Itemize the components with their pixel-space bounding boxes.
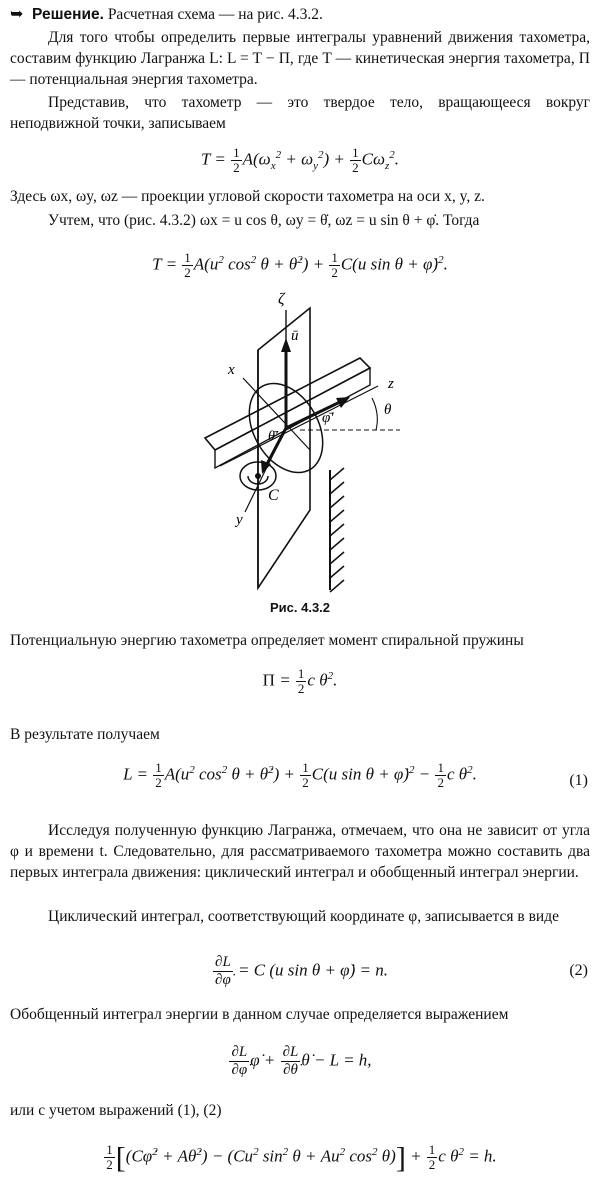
z-axis	[220, 386, 378, 466]
figure-caption: Рис. 4.3.2	[269, 600, 331, 615]
formula-final-energy: $\frac{1}{2}$ [(Cφ̇$^2$ + Aθ̇$^2$) − ($Cu^2$ $\sin^2 \theta + Au^2$ $\cos^2 \theta$)] + $\frac{1}{2}$ c $\theta^2 = h$.	[106, 1141, 497, 1175]
label-theta: θ	[384, 402, 392, 418]
formula-kinetic-energy: T = $\frac{1}{2}$ $A(\omega_x^2 + \omega_y^2)$ + $\frac{1}{2}$ $C\omega_z^2$.	[201, 145, 399, 176]
label-c: C	[268, 487, 279, 504]
solution-intro: Расчетная схема — на рис. 4.3.2.	[107, 6, 323, 23]
paragraph-potential-energy: Потенциальную энергию тахометра определяет момент спиральной пружины	[10, 632, 524, 649]
label-z: z	[388, 376, 394, 392]
label-phi-dot: φ̄′	[322, 410, 334, 426]
paragraph-cyclic-integral: Циклический интеграл, соответствующий координате φ, записывается в виде	[48, 908, 559, 925]
label-theta-dot: θ̄′	[268, 429, 278, 444]
solution-title: Решение.	[32, 6, 104, 23]
paragraph-energy-integral: Обобщенный интеграл энергии в данном случае определяется выражением	[10, 1006, 509, 1023]
label-zeta: ζ	[278, 291, 285, 308]
label-y: y	[236, 512, 243, 528]
paragraph-omega-values: Учтем, что (рис. 4.3.2) ωx = u cos θ, ωy = θ̇, ωz = u sin θ + φ̇. Тогда	[48, 212, 480, 229]
label-x: x	[228, 362, 235, 378]
paragraph-with-expressions: или с учетом выражений (1), (2)	[10, 1102, 222, 1119]
equation-number-2: (2)	[569, 962, 588, 979]
equation-number-1: (1)	[569, 772, 588, 789]
formula-energy-integral: $\frac{\partial L}{\partial\varphi̇}$ φ̇ + $\frac{\partial L}{\partial\thetȧ}$ θ̇ − L = h,	[231, 1044, 372, 1078]
phi-dot-vector	[286, 397, 350, 428]
formula-cyclic-integral: $\frac{\partial L}{\partial\varphi̇}$ = C (u sin θ + φ̇) = n.	[215, 954, 388, 988]
solution-heading	[10, 4, 590, 25]
formula-kinetic-energy-expanded: T = $\frac{1}{2}$ $A(u^2$ $\cos^2 \theta$ + θ̇$^2$) + $\frac{1}{2}$ C(u sin θ + φ̇)$^2$.	[152, 250, 448, 281]
label-u: ū	[291, 328, 299, 344]
hatched-wall	[330, 468, 344, 592]
theta-arc	[372, 398, 377, 430]
arrow-marker-icon: ➥	[10, 6, 24, 23]
paragraph-rigid-body: Представив, что тахометр — это твердое тело, вращающееся вокруг неподвижной точки, записываем	[10, 94, 590, 132]
figure-tachometer-diagram	[0, 290, 600, 610]
formula-lagrangian: L = $\frac{1}{2}$ $A(u^2$ $\cos^2 \theta$ + θ̇$^2$) + $\frac{1}{2}$ C(u sin θ + φ̇)$^2$ − $\frac{1}{2}$ c $\theta^2$.	[123, 760, 477, 791]
paragraph-cyclic-analysis: Исследуя полученную функцию Лагранжа, отмечаем, что она не зависит от угла φ и времени t. Следовательно, для рассматриваемого тахометра можно составить два первых интеграла движения: циклический интеграл и обобщенный интеграл энергии.	[10, 822, 590, 881]
paragraph-lagrange-intro: Для того чтобы определить первые интегралы уравнений движения тахометра, составим функцию Лагранжа L: L = T − Π, где T — кинетическая энергия тахометра, Π — потенциальная энергия тахометра.	[10, 29, 590, 88]
paragraph-result: В результате получаем	[10, 726, 160, 743]
paragraph-omega-projections: Здесь ωx, ωy, ωz — проекции угловой скорости тахометра на оси x, y, z.	[10, 188, 485, 205]
formula-potential-energy: Π = $\frac{1}{2}$ c $\theta^2$.	[262, 666, 338, 697]
